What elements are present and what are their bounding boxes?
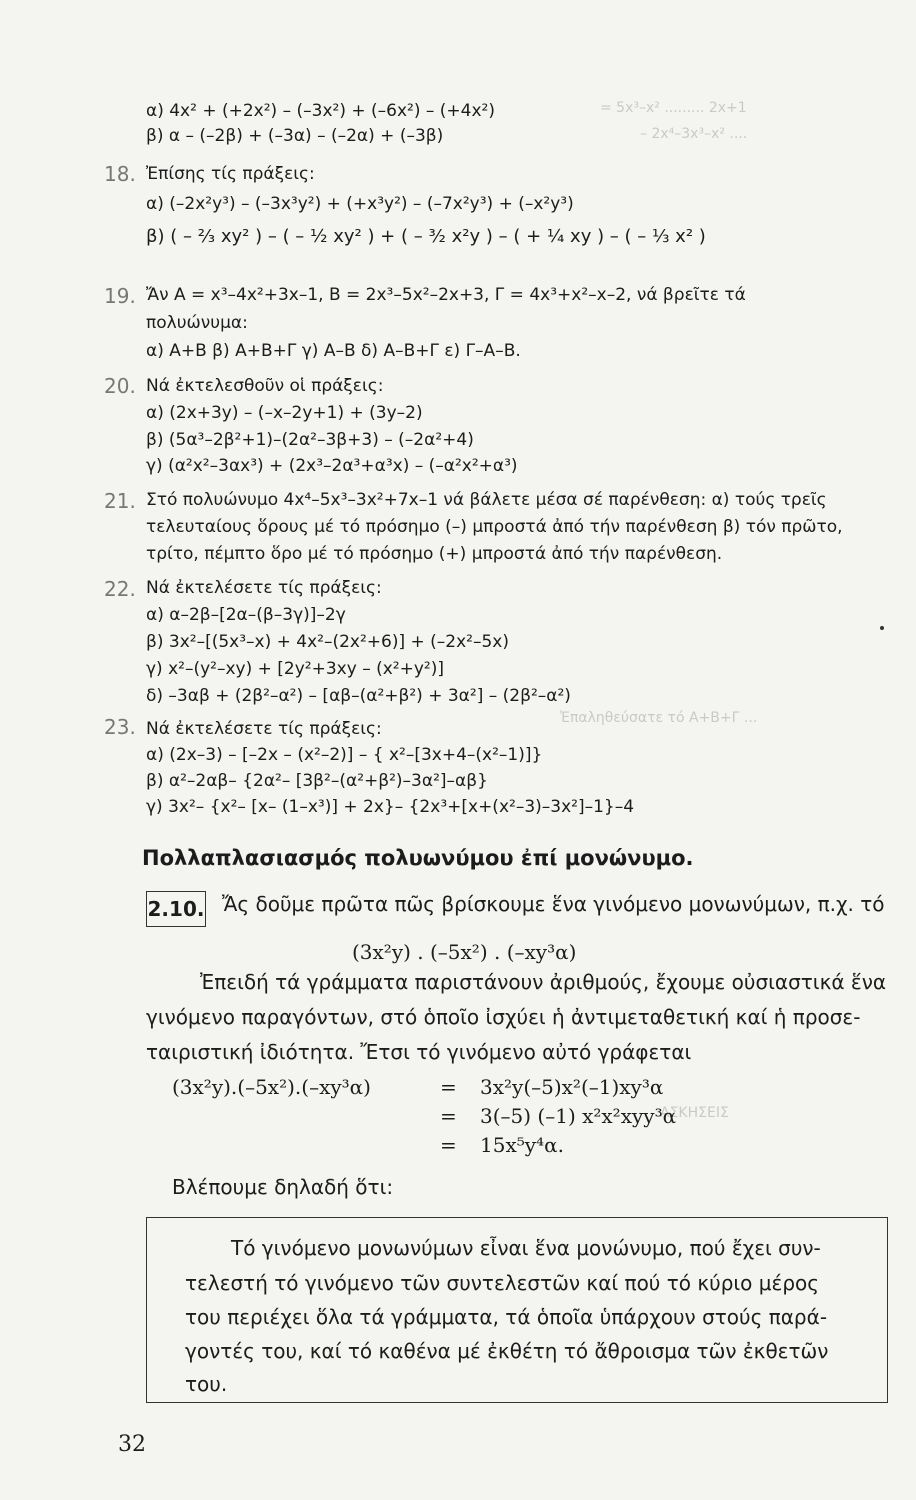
bleed-through-text: Ἐπαληθεύσατε τό A+B+Γ ... [560, 710, 758, 726]
rule-line-3: του περιέχει ὅλα τά γράμματα, τά ὁποῖα ὑπάρχουν στούς παρά- [185, 1305, 828, 1329]
equals-sign: = [440, 1104, 457, 1128]
exercise-19-line3: α) A+B β) A+B+Γ γ) A–B δ) A–B+Γ ε) Γ–A–B. [146, 341, 521, 361]
monomial-product: (3x²y) . (–5x²) . (–xy³α) [352, 940, 577, 964]
exercise-22-d: δ) –3αβ + (2β²–α²) – [αβ–(α²+β²) + 3α²] – (2β²–α²) [146, 686, 571, 706]
exercise-20-b: β) (5α³–2β²+1)–(2α²–3β+3) – (–2α²+4) [146, 430, 474, 450]
rule-line-1: Τό γινόμενο μονωνύμων εἶναι ἕνα μονώνυμο, πού ἔχει συν- [231, 1236, 821, 1260]
equation-step-2: 3(–5) (–1) x²x²xyy³α [480, 1104, 677, 1128]
exercise-18-b: β) ( – ²⁄₃ xy² ) – ( – ½ xy² ) + ( – ³⁄₂ x²y ) – ( + ¼ xy ) – ( – ⅓ x² ) [146, 226, 706, 247]
exercise-22-a: α) α–2β–[2α–(β–3γ)]–2γ [146, 605, 346, 625]
section-number: 2.10. [147, 897, 205, 921]
paragraph-line-2: γινόμενο παραγόντων, στό ὁποῖο ἰσχύει ἡ ἀντιμεταθετική καί ἡ προσε- [146, 1005, 861, 1029]
rule-box [146, 1217, 888, 1403]
page-number: 32 [118, 1432, 146, 1457]
exercise-number-20: 20. [104, 374, 136, 398]
exercise-22-b: β) 3x²–[(5x³–x) + 4x²–(2x²+6)] + (–2x²–5x) [146, 632, 510, 652]
bleed-through-text: – 2x⁴–3x³–x² .... [640, 126, 748, 142]
exercise-20-c: γ) (α²x²–3αx³) + (2x³–2α³+α³x) – (–α²x²+α³) [146, 456, 518, 476]
exercise-23-b: β) α²–2αβ– {2α²– [3β²–(α²+β²)–3α²]–αβ} [146, 771, 488, 791]
section-number-box [146, 891, 206, 927]
bleed-through-text: = 5x³–x² ......... 2x+1 [600, 100, 747, 116]
conclusion-lead: Βλέπουμε δηλαδή ὅτι: [172, 1175, 394, 1199]
equals-sign: = [440, 1133, 457, 1157]
equation-lhs: (3x²y).(–5x²).(–xy³α) [172, 1075, 371, 1099]
exercise-number-19: 19. [104, 284, 136, 308]
exercise-21-line3: τρίτο, πέμπτο ὅρο μέ τό πρόσημο (+) μπροστά ἀπό τήν παρένθεση. [146, 544, 723, 564]
rule-line-5: του. [185, 1372, 228, 1396]
exercise-number-21: 21. [104, 489, 136, 513]
bleed-through-text: ΑΣΚΗΣΕΙΣ [660, 1105, 729, 1121]
exercise-23-intro: Νά ἐκτελέσετε τίς πράξεις: [146, 719, 382, 739]
rule-line-2: τελεστή τό γινόμενο τῶν συντελεστῶν καί πού τό κύριο μέρος [185, 1271, 819, 1295]
paragraph-line-1: Ἐπειδή τά γράμματα παριστάνουν ἀριθμούς, ἔχουμε οὐσιαστικά ἕνα [200, 970, 887, 994]
exercise-number-18: 18. [104, 162, 136, 186]
equation-step-1: 3x²y(–5)x²(–1)xy³α [480, 1075, 664, 1099]
exercise-23-c: γ) 3x²– {x²– [x– (1–x³)] + 2x}– {2x³+[x+(x²–3)–3x²]–1}–4 [146, 797, 635, 817]
exercise-18-a: α) (–2x²y³) – (–3x³y²) + (+x³y²) – (–7x²y³) + (–x²y³) [146, 194, 574, 214]
exercise-17-b: β) α – (–2β) + (–3α) – (–2α) + (–3β) [146, 126, 444, 146]
exercise-19-line2: πολυώνυμα: [146, 313, 248, 333]
exercise-20-intro: Νά ἐκτελεσθοῦν οἱ πράξεις: [146, 376, 384, 396]
exercise-22-c: γ) x²–(y²–xy) + [2y²+3xy – (x²+y²)] [146, 659, 444, 679]
section-intro: Ἄς δοῦμε πρῶτα πῶς βρίσκουμε ἕνα γινόμενο μονωνύμων, π.χ. τό [222, 892, 885, 916]
exercise-18-intro: Ἐπίσης τίς πράξεις: [146, 164, 315, 184]
exercise-20-a: α) (2x+3y) – (–x–2y+1) + (3y–2) [146, 403, 423, 423]
paragraph-line-3: ταιριστική ἰδιότητα. Ἔτσι τό γινόμενο αὐτό γράφεται [146, 1040, 692, 1064]
rule-line-4: γοντές του, καί τό καθένα μέ ἐκθέτη τό ἄθροισμα τῶν ἐκθετῶν [185, 1339, 829, 1363]
exercise-number-23: 23. [104, 715, 136, 739]
exercise-21-line1: Στό πολυώνυμο 4x⁴–5x³–3x²+7x–1 νά βάλετε μέσα σέ παρένθεση: α) τούς τρεῖς [146, 490, 827, 510]
exercise-22-intro: Νά ἐκτελέσετε τίς πράξεις: [146, 578, 382, 598]
exercise-17-a: α) 4x² + (+2x²) – (–3x²) + (–6x²) – (+4x²) [146, 101, 495, 121]
equation-result: 15x⁵y⁴α. [480, 1133, 564, 1157]
exercise-23-a: α) (2x–3) – [–2x – (x²–2)] – { x²–[3x+4–(x²–1)]} [146, 745, 543, 765]
section-heading: Πολλαπλασιασμός πολυωνύμου ἐπί μονώνυμο. [142, 846, 694, 870]
ink-dot [880, 626, 884, 630]
equals-sign: = [440, 1075, 457, 1099]
exercise-number-22: 22. [104, 577, 136, 601]
exercise-19-line1: Ἄν A = x³–4x²+3x–1, B = 2x³–5x²–2x+3, Γ = 4x³+x²–x–2, νά βρεῖτε τά [146, 285, 746, 305]
exercise-21-line2: τελευταίους ὅρους μέ τό πρόσημο (–) μπροστά ἀπό τήν παρένθεση β) τόν πρῶτο, [146, 517, 843, 537]
